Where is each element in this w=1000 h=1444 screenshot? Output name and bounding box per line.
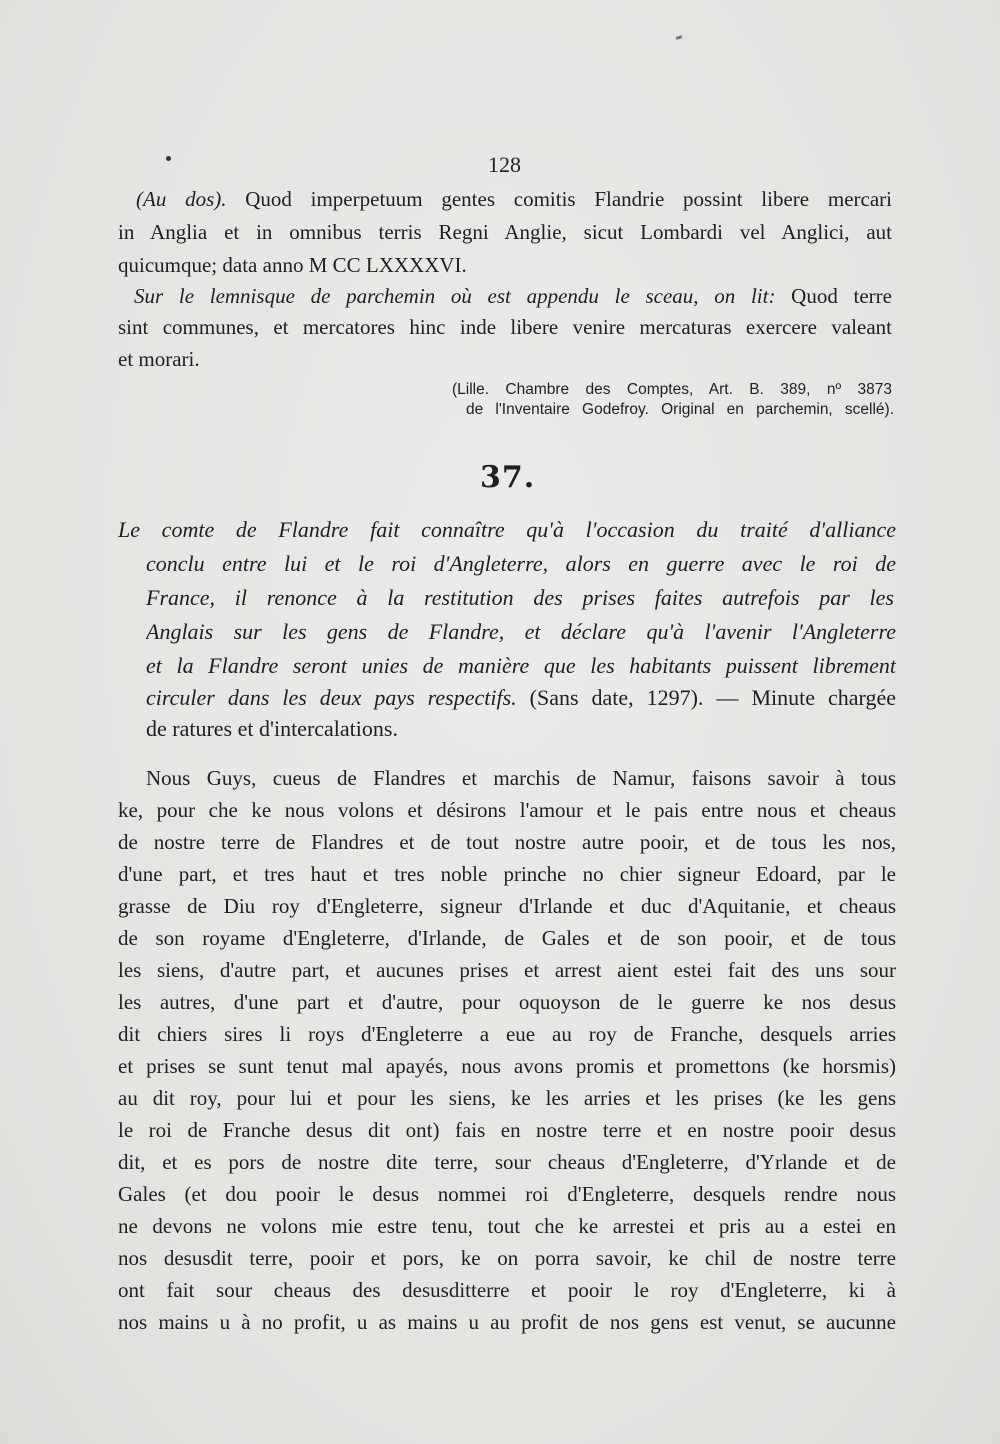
body-line-5: grasse de Diu roy d'Engleterre, signeur d'Irlande et duc d'Aquitanie, et cheaus [118,894,896,918]
body-line-13: dit, et es pors de nostre dite terre, sour cheaus d'Engleterre, d'Yrlande et de [118,1150,896,1174]
dorsal-note-line-3: quicumque; data anno M CC LXXXXVI. [118,253,467,277]
summary-line-2: conclu entre lui et le roi d'Angleterre, alors en guerre avec le roi de [146,551,896,576]
citation-line-2: de l'Inventaire Godefroy. Original en parchemin, scellé). [466,401,894,418]
dorsal-label: (Au dos). [136,187,227,211]
body-line-1: Nous Guys, cueus de Flandres et marchis de Namur, faisons savoir à tous [146,766,896,790]
summary-line-3: France, il renonce à la restitution des prises faites autrefois par les [146,585,894,610]
body-line-16: nos desusdit terre, pooir et pors, ke on porra savoir, ke chil de nostre terre [118,1246,896,1270]
body-line-14: Gales (et dou pooir le desus nommei roi d'Engleterre, desquels rendre nous [118,1182,896,1206]
body-line-17: ont fait sour cheaus des desusditterre et pooir le roy d'Engleterre, ki à [118,1278,896,1302]
summary-date-note: (Sans date, 1297). — Minute chargée [516,685,896,710]
body-line-9: dit chiers sires li roys d'Engleterre a eue au roy de Franche, desquels arries [118,1022,896,1046]
body-line-18: nos mains u à no profit, u as mains u au profit de nos gens est venut, se aucunne [118,1310,896,1334]
summary-line-4: Anglais sur les gens de Flandre, et déclare qu'à l'avenir l'Angleterre [146,619,896,644]
summary-line-6 [146,685,896,711]
summary-line-7: de ratures et d'intercalations. [146,716,398,741]
page-number: 128 [488,152,521,177]
body-line-15: ne devons ne volons mie estre tenu, tout che ke arrestei et pris au a estei en [118,1214,896,1238]
body-line-10: et prises se sunt tenut mal apayés, nous avons promis et promettons (ke horsmis) [118,1054,896,1078]
lemnisque-line-1 [134,283,892,309]
dorsal-note-line-2: in Anglia et in omnibus terris Regni Anglie, sicut Lombardi vel Anglici, aut [118,220,892,244]
body-line-3: de nostre terre de Flandres et de tout nostre autre pooir, et de tous les nos, [118,830,896,854]
lemnisque-line-2: sint communes, et mercatores hinc inde libere venire mercaturas exercere valeant [118,315,892,339]
ink-mark [676,35,683,40]
body-line-7: les siens, d'autre part, et aucunes prises et arrest aient estei fait des uns sour [118,958,896,982]
body-line-12: le roi de Franche desus dit ont) fais en nostre terre et en nostre pooir desus [118,1118,896,1142]
document-number: 37. [480,460,536,495]
body-line-11: au dit roy, pour lui et pour les siens, ke les arries et les prises (ke les gens [118,1086,896,1110]
dorsal-text-1: Quod imperpetuum gentes comitis Flandrie possint libere mercari [226,187,892,211]
body-line-8: les autres, d'une part et d'autre, pour oquoyson de le guerre ke nos desus [118,990,896,1014]
summary-italic-end: circuler dans les deux pays respectifs. [146,685,517,710]
summary-line-5: et la Flandre seront unies de manière que les habitants puissent librement [146,653,896,678]
body-line-2: ke, pour che ke nous volons et désirons l'amour et le pais entre nous et cheaus [118,798,896,822]
margin-dot [166,156,171,161]
lemnisque-latin-start: Quod terre [775,284,892,308]
dorsal-note-line-1 [136,186,892,212]
lemnisque-line-3: et morari. [118,347,200,371]
citation-line-1: (Lille. Chambre des Comptes, Art. B. 389, nº 3873 [452,381,892,398]
body-line-4: d'une part, et tres haut et tres noble princhе no chier signeur Edoard, par le [118,862,896,886]
body-line-6: de son royame d'Engleterre, d'Irlande, de Gales et de son pooir, et de tous [118,926,896,950]
lemnisque-intro: Sur le lemnisque de parchemin où est appendu le sceau, on lit: [134,284,776,308]
summary-line-1: Le comte de Flandre fait connaître qu'à l'occasion du traité d'alliance [118,517,896,542]
